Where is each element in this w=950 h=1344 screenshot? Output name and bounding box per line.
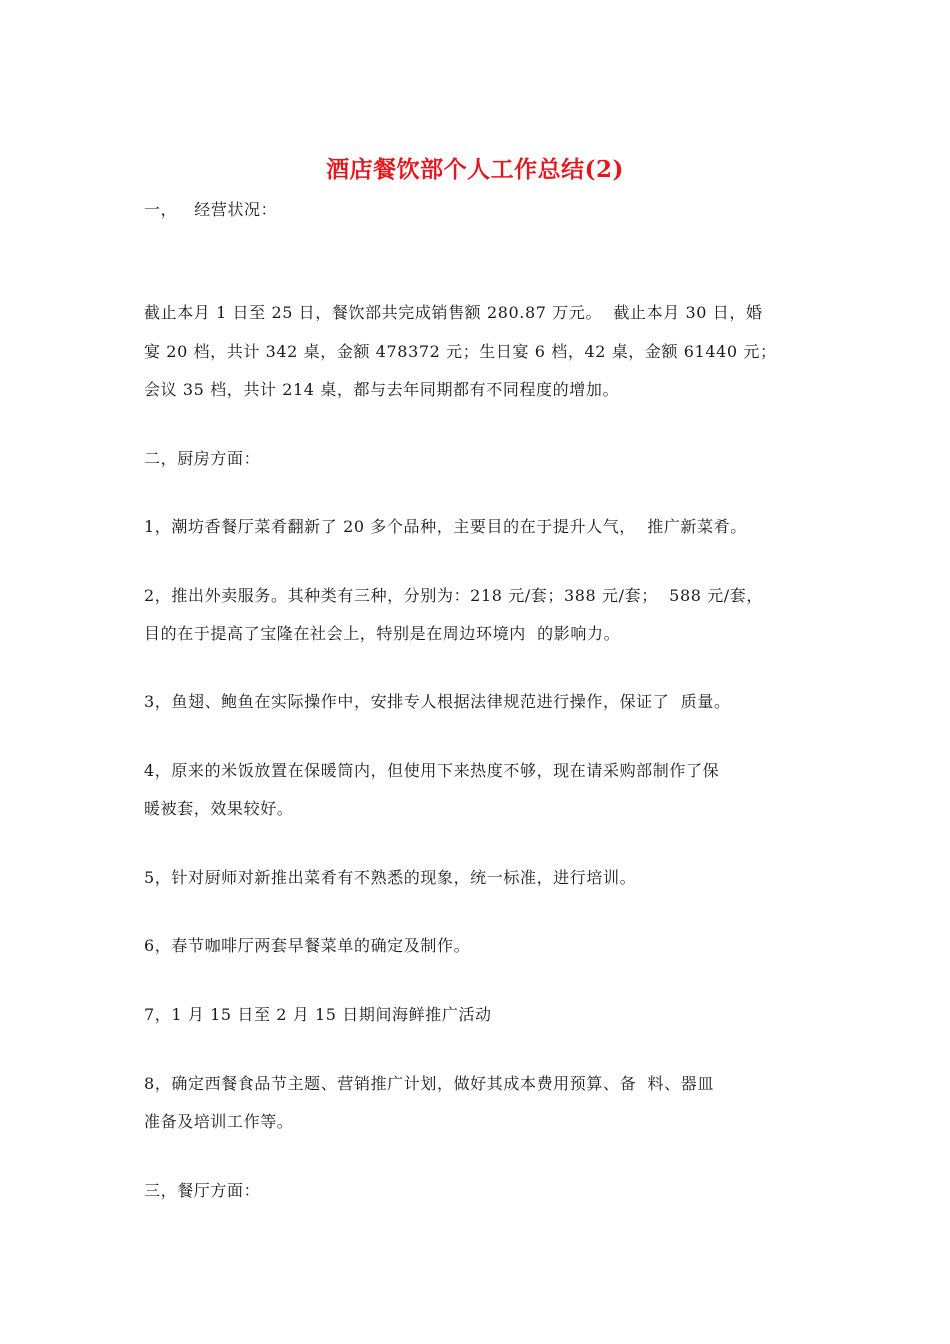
paragraph-line: 宴 20 档，共计 342 桌，金额 478372 元；生日宴 6 档，42 桌，金额 61440 元；: [144, 342, 777, 361]
section-heading-kitchen: 二，厨房方面：: [144, 449, 261, 468]
paragraph-line: 会议 35 档，共计 214 桌，都与去年同期都有不同程度的增加。: [144, 380, 620, 399]
list-item: 8，确定西餐食品节主题、营销推广计划，做好其成本费用预算、备 料、器皿: [144, 1074, 714, 1093]
section-heading-restaurant: 三，餐厅方面：: [144, 1181, 261, 1200]
list-item: 3，鱼翅、鲍鱼在实际操作中，安排专人根据法律规范进行操作，保证了 质量。: [144, 692, 731, 711]
section-heading-operations: 一， 经营状况：: [144, 200, 278, 219]
list-item: 1，潮坊香餐厅菜肴翻新了 20 多个品种，主要目的在于提升人气， 推广新菜肴。: [144, 517, 747, 536]
list-item: 7，1 月 15 日至 2 月 15 日期间海鲜推广活动: [144, 1005, 492, 1024]
document-title: 酒店餐饮部个人工作总结(2): [326, 156, 624, 183]
paragraph-line: 截止本月 1 日至 25 日，餐饮部共完成销售额 280.87 万元。 截止本月 30 日，婚: [144, 303, 763, 322]
list-item: 5，针对厨师对新推出菜肴有不熟悉的现象，统一标准，进行培训。: [144, 868, 637, 887]
list-item-continuation: 暖被套，效果较好。: [144, 799, 294, 818]
list-item-continuation: 准备及培训工作等。: [144, 1112, 294, 1131]
list-item: 6，春节咖啡厅两套早餐菜单的确定及制作。: [144, 936, 471, 955]
list-item-continuation: 目的在于提高了宝隆在社会上，特别是在周边环境内 的影响力。: [144, 624, 621, 643]
list-item: 2，推出外卖服务。其种类有三种，分别为：218 元/套；388 元/套； 588 元/套，: [144, 586, 763, 605]
list-item: 4，原来的米饭放置在保暖筒内，但使用下来热度不够，现在请采购部制作了保: [144, 761, 720, 780]
